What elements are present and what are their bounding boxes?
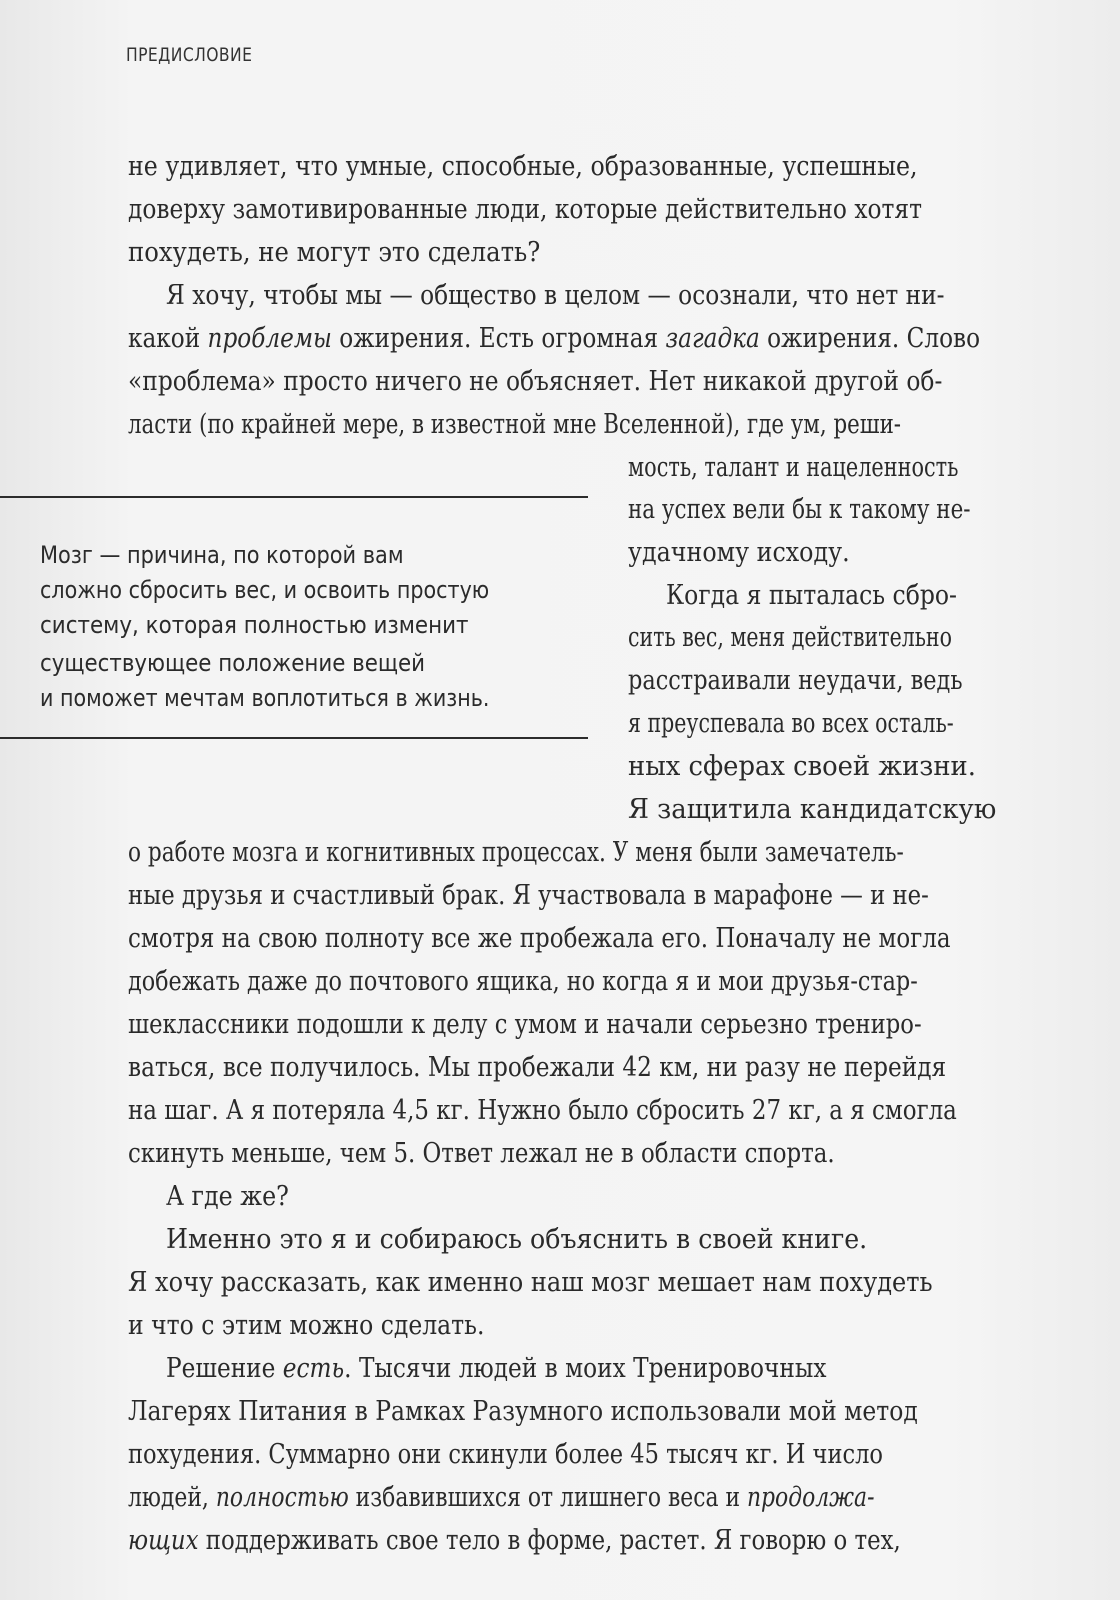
body-line: похудеть, не могут это сделать? <box>128 237 541 268</box>
body-line: на успех вели бы к такому не- <box>628 494 971 525</box>
body-line: шеклассники подошли к делу с умом и начали серьезно трениро- <box>128 1009 922 1040</box>
body-line: Решение есть. Тысячи людей в моих Тренировочных <box>166 1353 827 1384</box>
pullquote-line: существующее положение вещей <box>40 649 426 677</box>
body-line: людей, полностью избавившихся от лишнего веса и продолжа- <box>128 1482 875 1513</box>
body-line: на шаг. А я потеряла 4,5 кг. Нужно было сбросить 27 кг, а я смогла <box>128 1095 957 1126</box>
body-line: «проблема» просто ничего не объясняет. Нет никакой другой об- <box>128 366 943 397</box>
body-line: похудения. Суммарно они скинули более 45 тысяч кг. И число <box>128 1439 884 1470</box>
body-line: Я хочу, чтобы мы — общество в целом — осознали, что нет ни- <box>166 280 945 311</box>
pullquote-top-rule <box>0 496 588 498</box>
body-line: Именно это я и собираюсь объяснить в своей книге. <box>166 1224 868 1255</box>
body-line: расстраивали неудачи, ведь <box>628 665 963 696</box>
body-line: сить вес, меня действительно <box>628 622 952 653</box>
body-line: ваться, все получилось. Мы пробежали 42 км, ни разу не перейдя <box>128 1052 947 1083</box>
pullquote-bottom-rule <box>0 737 588 739</box>
body-line: Я хочу рассказать, как именно наш мозг мешает нам похудеть <box>128 1267 933 1298</box>
pullquote-line: и поможет мечтам воплотиться в жизнь. <box>40 684 490 712</box>
body-line: Когда я пыталась сбро- <box>666 580 957 611</box>
body-line: добежать даже до почтового ящика, но когда я и мои друзья-стар- <box>128 966 918 997</box>
body-line: и что с этим можно сделать. <box>128 1310 485 1341</box>
body-line: не удивляет, что умные, способные, образованные, успешные, <box>128 151 918 182</box>
body-line: мость, талант и нацеленность <box>628 452 959 483</box>
pullquote-line: Мозг — причина, по которой вам <box>40 541 404 569</box>
body-line: скинуть меньше, чем 5. Ответ лежал не в области спорта. <box>128 1138 835 1169</box>
running-header: ПРЕДИСЛОВИЕ <box>126 44 253 66</box>
body-line: смотря на свою полноту все же пробежала его. Поначалу не могла <box>128 923 951 954</box>
body-line: ющих поддерживать свое тело в форме, растет. Я говорю о тех, <box>128 1525 901 1556</box>
body-line: Я защитила кандидатскую <box>628 794 997 825</box>
pullquote-line: систему, которая полностью изменит <box>40 611 469 639</box>
body-line: ных сферах своей жизни. <box>628 751 976 782</box>
body-line: ные друзья и счастливый брак. Я участвовала в марафоне — и не- <box>128 880 929 911</box>
body-line: о работе мозга и когнитивных процессах. У меня были замечатель- <box>128 837 904 868</box>
body-line: А где же? <box>166 1181 289 1212</box>
pullquote-line: сложно сбросить вес, и освоить простую <box>40 576 490 604</box>
body-line: какой проблемы ожирения. Есть огромная загадка ожирения. Слово <box>128 323 981 354</box>
body-line: удачному исходу. <box>628 537 850 568</box>
body-line: Лагерях Питания в Рамках Разумного использовали мой метод <box>128 1396 918 1427</box>
body-line: ласти (по крайней мере, в известной мне Вселенной), где ум, реши- <box>128 409 902 440</box>
body-line: я преуспевала во всех осталь- <box>628 708 954 739</box>
body-line: доверху замотивированные люди, которые действительно хотят <box>128 194 923 225</box>
